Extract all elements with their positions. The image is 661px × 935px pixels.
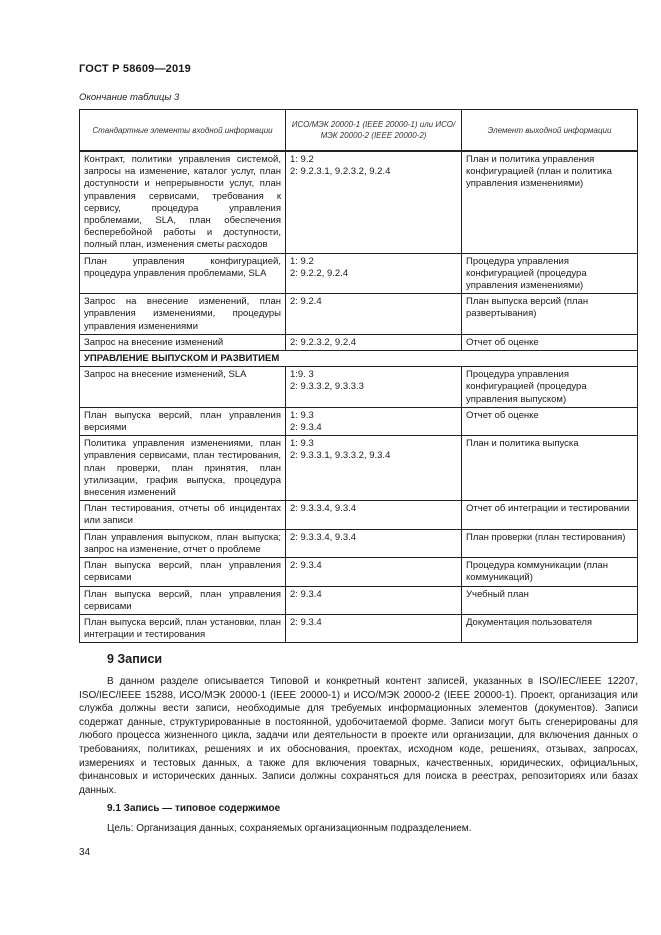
col-header-input: Стандартные элементы входной информации <box>80 110 286 152</box>
clause-reference: 2: 9.2.3.1, 9.2.3.2, 9.2.4 <box>290 166 391 178</box>
table-header-row <box>80 110 638 152</box>
table-row <box>80 586 638 614</box>
standard-refs-cell <box>286 501 462 529</box>
subsection-heading: 9.1 Запись — типовое содержимое <box>107 803 281 814</box>
table-row <box>80 558 638 586</box>
standard-refs-cell <box>286 253 462 294</box>
table-row <box>80 334 638 350</box>
clause-reference: 2: 9.3.3.4, 9.3.4 <box>290 503 357 515</box>
col-header-output: Элемент выходной информации <box>462 110 638 152</box>
output-element-cell: Процедура управления конфигурацией (процедура управления изменениями) <box>462 253 638 294</box>
input-elements-cell: Запрос на внесение изменений, SLA <box>80 367 286 408</box>
col-header-standard-refs: ИСО/МЭК 20000-1 (IEEE 20000-1) или ИСО/МЭК 20000-2 (IEEE 20000-2) <box>286 110 462 152</box>
input-elements-cell: План управления выпуском, план выпуска; запрос на изменение, отчет о проблеме <box>80 529 286 557</box>
output-element-cell: План и политика выпуска <box>462 436 638 501</box>
clause-reference: 1: 9.3 <box>290 409 314 421</box>
section-title: УПРАВЛЕНИЕ ВЫПУСКОМ И РАЗВИТИЕМ <box>80 351 638 367</box>
output-element-cell: План проверки (план тестирования) <box>462 529 638 557</box>
table-row <box>80 151 638 253</box>
standard-refs-cell <box>286 294 462 335</box>
purpose-text: Цель: Организация данных, сохраняемых организационным подразделением. <box>107 823 472 834</box>
clause-reference: 1:9. 3 <box>290 369 314 381</box>
standard-refs-cell <box>286 436 462 501</box>
clause-reference: 1: 9.2 <box>290 154 314 165</box>
output-element-cell: Процедура коммуникации (план коммуникаций) <box>462 558 638 586</box>
table-row <box>80 501 638 529</box>
clause-reference: 2: 9.3.3.4, 9.3.4 <box>290 531 357 543</box>
input-elements-cell: Запрос на внесение изменений, план управления изменениями, процедуры управления изменениями <box>80 294 286 335</box>
output-element-cell: План выпуска версий (план развертывания) <box>462 294 638 335</box>
clause-reference: 1: 9.3 <box>290 438 314 450</box>
standard-refs-cell <box>286 614 462 642</box>
standard-refs-cell <box>286 367 462 408</box>
input-elements-cell: План управления конфигурацией, процедура управления проблемами, SLA <box>80 253 286 294</box>
clause-reference: 2: 9.2.4 <box>290 296 322 308</box>
input-elements-cell: Политика управления изменениями, план управления сервисами, план тестирования, план проверки, план принятия, план утилизации, график выпуска, процедура внесения изменений <box>80 436 286 501</box>
standard-refs-cell <box>286 529 462 557</box>
output-element-cell: План и политика управления конфигурацией (план и политика управления изменениями) <box>462 151 638 253</box>
clause-reference: 1: 9.2 <box>290 255 314 267</box>
clause-reference: 2: 9.3.4 <box>290 560 322 572</box>
output-element-cell: Процедура управления конфигурацией (процедура управления выпуском) <box>462 367 638 408</box>
table-row <box>80 529 638 557</box>
table-row <box>80 253 638 294</box>
standard-refs-cell <box>286 151 462 253</box>
input-elements-cell: Контракт, политики управления системой, запросы на изменение, каталог услуг, план доступности и непрерывности услуг, план управления сервисами, требования к сервису, процедура управления проблемами, SLA, план обеспечения бесперебойной работы и доступности, полный план, изменения сметы расходов <box>80 151 286 253</box>
input-elements-cell: План выпуска версий, план управления сервисами <box>80 558 286 586</box>
clause-reference: 2: 9.3.4 <box>290 422 322 434</box>
output-element-cell: Отчет об интеграции и тестировании <box>462 501 638 529</box>
clause-reference: 2: 9.3.3.1, 9.3.3.2, 9.3.4 <box>290 450 391 462</box>
table-caption: Окончание таблицы 3 <box>79 92 180 103</box>
clause-reference: 2: 9.3.4 <box>290 616 322 628</box>
clause-reference: 2: 9.3.4 <box>290 588 322 600</box>
section-row <box>80 351 638 367</box>
input-elements-cell: План выпуска версий, план управления сервисами <box>80 586 286 614</box>
table-row <box>80 294 638 335</box>
clause-reference: 2: 9.2.2, 9.2.4 <box>290 267 349 279</box>
section-paragraph: В данном разделе описывается Типовой и конкретный контент записей, указанных в ISO/IEC/IEEE 12207, ISO/IEC/IEEE 15288, ИСО/МЭК 20000-1 (IEEE 20000-1) и ИСО/МЭК 20000-2 (IEEE 20000-1). Проект, организация или служба должны вести записи, необходимые для требуемых информационных элементов (документов). Записи содержат данные, структурированные в постоянной, удобочитаемой форме. Записи могут быть сгенерированы для любого процесса жизненного цикла, задачи или деятельности в проекте или организации, для включения данных о требованиях, политиках, решениях и их обоснования, проектах, исходном коде, решениях, отзывах, запросах, измерениях и тестовых данных, а также для включения товарных, качественных, юридических, официальных, финансовых и исторических данных. Записи должны сохраняться для поиска в реестрах, репозиториях или базах данных. <box>79 676 638 796</box>
input-elements-cell: Запрос на внесение изменений <box>80 334 286 350</box>
standards-table <box>79 109 638 643</box>
standard-refs-cell <box>286 558 462 586</box>
output-element-cell: Отчет об оценке <box>462 334 638 350</box>
document-code-header: ГОСТ Р 58609—2019 <box>79 63 191 75</box>
clause-reference: 2: 9.3.3.2, 9.3.3.3 <box>290 381 364 393</box>
output-element-cell: Документация пользователя <box>462 614 638 642</box>
input-elements-cell: План выпуска версий, план управления версиями <box>80 407 286 435</box>
input-elements-cell: План выпуска версий, план установки, план интеграции и тестирования <box>80 614 286 642</box>
table-row <box>80 436 638 501</box>
standard-refs-cell <box>286 586 462 614</box>
output-element-cell: Учебный план <box>462 586 638 614</box>
output-element-cell: Отчет об оценке <box>462 407 638 435</box>
table-row <box>80 367 638 408</box>
standard-refs-cell <box>286 407 462 435</box>
section-heading: 9 Записи <box>107 652 163 666</box>
page-number: 34 <box>79 847 91 858</box>
input-elements-cell: План тестирования, отчеты об инцидентах или записи <box>80 501 286 529</box>
table-row <box>80 614 638 642</box>
standard-refs-cell <box>286 334 462 350</box>
table-row <box>80 407 638 435</box>
clause-reference: 2: 9.2.3.2, 9.2.4 <box>290 336 357 348</box>
